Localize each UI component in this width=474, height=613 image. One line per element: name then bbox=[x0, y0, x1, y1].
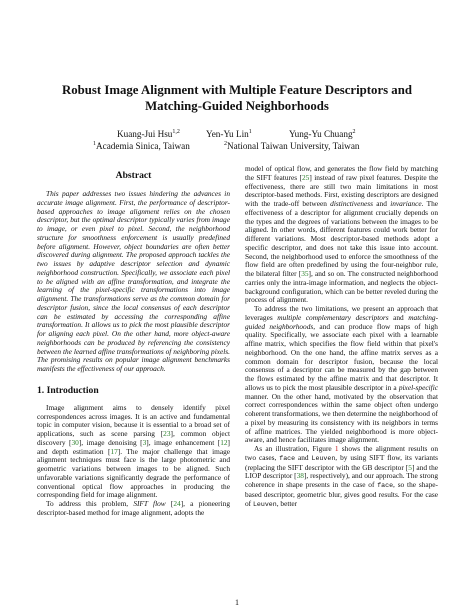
text-run: [ bbox=[165, 499, 174, 508]
text-run: ], image enhancement [ bbox=[146, 437, 221, 447]
title-line-1: Robust Image Alignment with Multiple Feature Descriptors and bbox=[62, 83, 412, 97]
affiliation-1-text: Academia Sinica, Taiwan bbox=[96, 141, 190, 152]
right-column bbox=[245, 165, 438, 509]
abstract-text: This paper addresses two issues hindering the advances in accurate image alignment. First, the performance of descriptor-based approaches to image alignment relies on the chosen descriptor, but the optimal descriptor typically varies from image to image, or even pixel to pixel. Second, the neighborhood structure for smoothness enforcement is usually predefined before alignment. However, object boundaries are often better discovered during alignment. The proposed approach tackles the two issues by adaptive descriptor selection and dynamic neighborhood construction. Specifically, we associate each pixel to be aligned with an affine transformation, and integrate the learning of the pixel-specific transformations into image alignment. The transformations serve as the common domain for descriptor fusion, since the local consensus of each descriptor can be estimated by accessing the corresponding affine transformation. It allows us to pick the most plausible descriptor for aligning each pixel. On the other hand, more object-aware neighborhoods can be produced by referencing the consistency between the learned affine transformations of neighboring pixels. The promising results on popular image alignment benchmarks manifests the effectiveness of our approach. bbox=[37, 189, 230, 373]
paper-title bbox=[40, 82, 434, 114]
text-run: ], respectively), and our approach. The strong coherence in shape presents in the case of bbox=[245, 471, 439, 489]
text-run: ]. The major challenge that image alignment techniques must face is the large photometric and geometric variations between images to be aligned. Such unfavorable variations significantly degrade the performance of conventional optical flow approaches in producing the corresponding field for image alignment. bbox=[37, 446, 231, 500]
citation-link[interactable]: 17 bbox=[110, 446, 118, 456]
citation-link[interactable]: 30 bbox=[71, 437, 79, 447]
text-run: ] instead of raw pixel features. Despite the effectiveness, there are still two main limitations in most descriptor-based methods. First, existing descriptors are designed with the trade-off between bbox=[245, 172, 439, 208]
text-run: , better bbox=[276, 498, 298, 508]
citation-link[interactable]: 24 bbox=[173, 499, 181, 508]
text-run: . The effectiveness of a descriptor for alignment crucially depends on the types and the degrees of variations between the images to be aligned. In other words, different features could work better for different variations. Most descriptor-based methods adopt a specific descriptor, and does not take this issue into account. Second, the neighborhood used to enforce the smoothness of the flow field are often predefined by using the four-neighbor rule, the bilateral filter [ bbox=[245, 199, 438, 278]
citation-link[interactable]: 12 bbox=[220, 437, 228, 447]
dataset-name: face bbox=[377, 482, 394, 489]
introduction-heading: 1. Introduction bbox=[37, 384, 99, 396]
affiliation-1 bbox=[93, 138, 190, 152]
citation-link[interactable]: 5 bbox=[408, 462, 412, 472]
text-run: ] and depth estimation [ bbox=[37, 437, 230, 456]
dataset-name: face bbox=[279, 454, 296, 462]
text-run: To address this problem, bbox=[46, 499, 134, 508]
dataset-name: Leuven bbox=[252, 500, 277, 508]
citation-link[interactable]: 23 bbox=[163, 429, 171, 438]
author-3-affil: 2 bbox=[352, 129, 356, 135]
figure-link[interactable]: 1 bbox=[334, 444, 339, 453]
text-run: To address the two limitations, we present an approach that leverages bbox=[245, 304, 438, 322]
left-column bbox=[37, 170, 230, 518]
citation-link[interactable]: 38 bbox=[296, 471, 304, 481]
text-run: manner. On the other hand, motivated by the observation that correct correspondences within the same object often undergo coherent transformations, we then determine the neighborhood of a pixel by measuring its consistency with its neighbors in terms of affine matrices. The yielded neighborhood is more object-aware, and hence facilitates image alignment. bbox=[245, 391, 438, 445]
author-1-affil: 1,2 bbox=[172, 129, 180, 135]
affiliation-2-mark: 2 bbox=[224, 141, 227, 147]
text-run: and bbox=[295, 452, 312, 462]
text-run: and bbox=[373, 199, 391, 208]
intro-paragraph-2 bbox=[37, 500, 230, 518]
affiliation-2-text: National Taiwan University, Taiwan bbox=[227, 141, 360, 152]
affiliation-2 bbox=[224, 138, 360, 152]
title-line-2: Matching-Guided Neighborhoods bbox=[145, 99, 329, 113]
author-1-name: Kuang-Jui Hsu bbox=[117, 129, 173, 140]
text-run: , by using SIFT flow, its variants (replacing the SIFT descriptor with the GB descriptor [ bbox=[245, 452, 438, 472]
affiliation-1-mark: 1 bbox=[93, 141, 96, 147]
emphasis: multiple complementary descriptors bbox=[277, 312, 389, 322]
emphasis: SIFT flow bbox=[133, 499, 166, 508]
right-paragraph-3 bbox=[245, 445, 438, 509]
abstract-heading: Abstract bbox=[115, 170, 152, 181]
citation-link[interactable]: 3 bbox=[142, 437, 147, 447]
author-2-name: Yen-Yu Lin bbox=[206, 129, 249, 140]
emphasis: invariance bbox=[390, 199, 422, 208]
emphasis: matching-guided neighborhoods bbox=[245, 312, 439, 331]
text-run: Image alignment aims to densely identify pixel correspondences across images. It is an active and fundamental topic in computer vision, because it is essential to a broad set of applications, such as scene parsing [ bbox=[37, 402, 230, 438]
text-run: ], image denoising [ bbox=[78, 437, 143, 447]
right-paragraph-1 bbox=[245, 165, 438, 305]
intro-paragraph-1 bbox=[37, 404, 230, 500]
emphasis: pixel-specific bbox=[398, 382, 438, 392]
citation-link[interactable]: 35 bbox=[301, 269, 309, 278]
author-3-name: Yung-Yu Chuang bbox=[289, 129, 353, 140]
text-run: As an illustration, Figure bbox=[254, 444, 335, 453]
right-paragraph-2 bbox=[245, 305, 438, 445]
dataset-name: Leuven bbox=[311, 454, 336, 462]
text-run: ], and so on. The constructed neighborhood carries only the intra-image information, and neglects the object-background configuration, which can be better reveled during the process of alignment. bbox=[245, 269, 438, 305]
text-run: shows the alignment results on two cases, bbox=[245, 444, 438, 462]
text-run: , so the shape-based descriptor, geometric blur, gives good results. For the case of bbox=[245, 480, 438, 508]
text-run: and bbox=[388, 312, 409, 322]
emphasis: distinctiveness bbox=[330, 199, 374, 208]
text-run: , and can produce flow maps of high quality. Specifically, we associate each pixel with a learnable affine matrix, which specifies the flow field within that pixel's neighborhood. On the one hand, the affine matrix serves as a common domain for descriptor fusion, because the local consensus of a descriptor can be measured by the gap between the flows estimated by the affine matrix and that descriptor. It allows us to pick the most plausible descriptor in a bbox=[245, 321, 438, 392]
page-number: 1 bbox=[235, 598, 239, 607]
author-2-affil: 1 bbox=[248, 129, 252, 135]
text-run: ], common object discovery [ bbox=[37, 429, 230, 447]
text-run: ], a pioneering descriptor-based method for image alignment, adopts the bbox=[37, 499, 230, 517]
text-run: model of optical flow, and generates the flow field by matching the SIFT features [ bbox=[245, 164, 438, 182]
introduction-body bbox=[37, 404, 230, 518]
citation-link[interactable]: 25 bbox=[301, 172, 310, 182]
text-run: ] and the LIOP descriptor [ bbox=[245, 462, 438, 481]
